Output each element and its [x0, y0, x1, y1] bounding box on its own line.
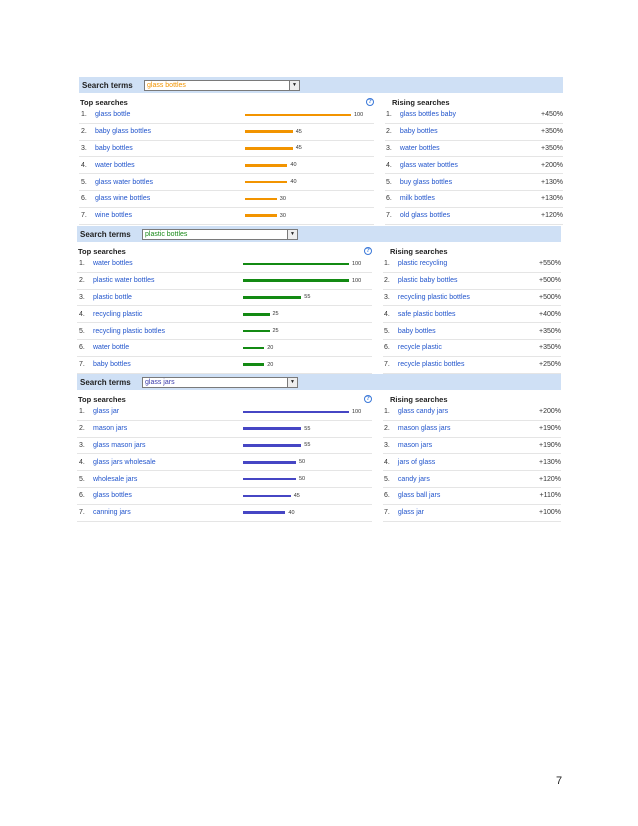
- top-search-link[interactable]: baby bottles: [93, 361, 131, 369]
- top-search-item: [77, 357, 372, 374]
- rising-search-item: [385, 191, 563, 208]
- top-search-item: [77, 340, 372, 357]
- table-row: [77, 340, 561, 357]
- page-number: 7: [556, 775, 563, 787]
- search-term-value: glass bottles: [147, 81, 186, 89]
- bar-container: [245, 213, 365, 219]
- rank-number: 5.: [79, 327, 85, 335]
- rising-search-link[interactable]: milk bottles: [399, 195, 435, 203]
- bar-container: [243, 493, 363, 499]
- rising-search-item: [383, 306, 561, 323]
- bar-container: [245, 179, 365, 185]
- top-search-link[interactable]: wholesale jars: [93, 475, 138, 483]
- search-term-select[interactable]: [142, 229, 298, 240]
- rising-search-item: [383, 357, 561, 374]
- top-search-link[interactable]: mason jars: [93, 425, 128, 433]
- rising-search-link[interactable]: recycle plastic: [397, 344, 442, 352]
- rising-search-link[interactable]: water bottles: [399, 144, 440, 152]
- help-icon[interactable]: ?: [366, 98, 374, 106]
- rising-search-item: [383, 404, 561, 421]
- top-search-item: [77, 505, 372, 522]
- table-row: [77, 306, 561, 323]
- bar-container: [243, 409, 363, 415]
- rank-number: 5.: [384, 475, 390, 483]
- rising-percent: +350%: [539, 344, 561, 352]
- rising-percent: +130%: [539, 458, 561, 466]
- volume-value: 55: [304, 294, 311, 301]
- rank-number: 2.: [386, 128, 392, 136]
- search-term-select[interactable]: [144, 80, 300, 91]
- top-search-link[interactable]: plastic bottle: [93, 293, 132, 301]
- table-row: [77, 357, 561, 374]
- volume-bar: [243, 363, 264, 366]
- rising-percent: +500%: [539, 293, 561, 301]
- chevron-down-icon[interactable]: ▼: [287, 230, 297, 239]
- top-search-item: [79, 141, 374, 158]
- search-terms-label: Search terms: [80, 229, 131, 239]
- table-row: [77, 290, 561, 307]
- rising-search-link[interactable]: recycle plastic bottles: [397, 361, 465, 369]
- rising-search-link[interactable]: mason jars: [397, 441, 433, 449]
- top-search-link[interactable]: glass wine bottles: [95, 195, 151, 203]
- top-search-link[interactable]: recycling plastic: [93, 310, 143, 318]
- rank-number: 5.: [386, 178, 392, 186]
- rising-percent: +130%: [541, 178, 563, 186]
- table-row: [77, 505, 561, 522]
- rising-search-item: [383, 290, 561, 307]
- rising-search-link[interactable]: glass bottles baby: [399, 111, 456, 119]
- rising-search-item: [383, 471, 561, 488]
- table-row: [77, 438, 561, 455]
- rising-search-item: [383, 454, 561, 471]
- volume-value: 40: [290, 162, 297, 169]
- top-searches-heading: Top searches: [78, 395, 126, 404]
- volume-value: 30: [279, 195, 286, 202]
- rising-searches-heading: Rising searches: [390, 247, 448, 256]
- rank-number: 6.: [384, 492, 390, 500]
- top-search-link[interactable]: water bottle: [93, 344, 130, 352]
- rising-percent: +200%: [541, 161, 563, 169]
- volume-bar: [243, 495, 291, 498]
- bar-container: [243, 345, 363, 351]
- rising-search-item: [383, 488, 561, 505]
- rank-number: 1.: [79, 408, 85, 416]
- bar-container: [243, 328, 363, 334]
- volume-bar: [243, 313, 270, 316]
- rank-number: 4.: [81, 161, 87, 169]
- volume-value: 55: [304, 442, 311, 449]
- rising-percent: +350%: [541, 128, 563, 136]
- top-search-link[interactable]: glass jar: [93, 408, 120, 416]
- top-search-link[interactable]: water bottles: [95, 161, 135, 169]
- top-search-link[interactable]: canning jars: [93, 509, 131, 517]
- rank-number: 2.: [79, 425, 85, 433]
- top-search-link[interactable]: glass bottles: [93, 492, 132, 500]
- rank-number: 6.: [384, 344, 390, 352]
- top-search-item: [79, 157, 374, 174]
- rising-search-item: [385, 107, 563, 124]
- top-search-item: [79, 174, 374, 191]
- rising-search-link[interactable]: candy jars: [397, 475, 430, 483]
- search-terms-header: [79, 77, 563, 93]
- table-row: [77, 421, 561, 438]
- top-search-item: [77, 273, 372, 290]
- volume-bar: [245, 198, 277, 201]
- bar-container: [243, 362, 363, 368]
- top-searches-heading: Top searches: [78, 247, 126, 256]
- volume-value: 100: [352, 260, 362, 267]
- rank-number: 6.: [79, 344, 85, 352]
- table-row: [79, 157, 563, 174]
- bar-container: [245, 112, 365, 118]
- bar-container: [245, 162, 365, 168]
- rising-percent: +350%: [539, 327, 561, 335]
- rank-number: 7.: [384, 361, 390, 369]
- rank-number: 5.: [79, 475, 85, 483]
- rank-number: 3.: [384, 293, 390, 301]
- rising-percent: +550%: [539, 260, 561, 268]
- top-search-item: [79, 208, 374, 225]
- top-search-item: [77, 404, 372, 421]
- table-row: [79, 208, 563, 225]
- volume-bar: [245, 147, 293, 150]
- top-search-link[interactable]: recycling plastic bottles: [93, 327, 165, 335]
- volume-value: 30: [279, 212, 286, 219]
- rising-percent: +100%: [539, 509, 561, 517]
- rank-number: 2.: [384, 277, 390, 285]
- top-search-link[interactable]: glass water bottles: [95, 178, 153, 186]
- rising-search-item: [385, 141, 563, 158]
- bar-container: [245, 145, 365, 151]
- rank-number: 2.: [81, 128, 87, 136]
- rank-number: 6.: [79, 492, 85, 500]
- volume-bar: [243, 478, 296, 481]
- rising-percent: +450%: [541, 111, 563, 119]
- section-headings: [77, 242, 561, 256]
- rank-number: 1.: [81, 111, 87, 119]
- volume-value: 20: [267, 344, 274, 351]
- rank-number: 2.: [384, 425, 390, 433]
- rising-search-link[interactable]: glass ball jars: [397, 492, 441, 500]
- top-search-link[interactable]: glass bottle: [95, 111, 131, 119]
- rank-number: 4.: [384, 458, 390, 466]
- table-row: [79, 191, 563, 208]
- rising-percent: +110%: [539, 492, 561, 500]
- rising-percent: +400%: [539, 310, 561, 318]
- volume-value: 40: [288, 509, 295, 516]
- rising-search-link[interactable]: old glass bottles: [399, 212, 451, 220]
- rank-number: 3.: [386, 144, 392, 152]
- rank-number: 4.: [79, 310, 85, 318]
- volume-value: 100: [354, 111, 364, 118]
- top-search-link[interactable]: plastic water bottles: [93, 277, 155, 285]
- top-searches-heading: Top searches: [80, 98, 128, 107]
- rising-search-link[interactable]: jars of glass: [397, 458, 436, 466]
- volume-bar: [243, 511, 285, 514]
- table-row: [77, 488, 561, 505]
- volume-value: 45: [295, 145, 302, 152]
- rising-searches-heading: Rising searches: [392, 98, 450, 107]
- rising-search-item: [383, 340, 561, 357]
- volume-bar: [243, 279, 349, 282]
- table-row: [77, 404, 561, 421]
- rising-search-link[interactable]: mason glass jars: [397, 425, 451, 433]
- volume-value: 25: [272, 328, 279, 335]
- rising-search-item: [385, 157, 563, 174]
- table-row: [79, 141, 563, 158]
- volume-value: 40: [290, 179, 297, 186]
- rising-percent: +500%: [539, 277, 561, 285]
- top-search-item: [77, 454, 372, 471]
- table-row: [79, 174, 563, 191]
- bar-container: [243, 261, 363, 267]
- table-row: [77, 323, 561, 340]
- rising-search-item: [383, 273, 561, 290]
- top-search-link[interactable]: glass jars wholesale: [93, 458, 156, 466]
- bar-container: [245, 129, 365, 135]
- rising-search-item: [383, 421, 561, 438]
- table-row: [77, 256, 561, 273]
- top-search-link[interactable]: baby glass bottles: [95, 128, 152, 136]
- rising-search-item: [385, 208, 563, 225]
- rising-percent: +130%: [541, 195, 563, 203]
- bar-container: [243, 426, 363, 432]
- top-search-item: [79, 124, 374, 141]
- bar-container: [243, 459, 363, 465]
- rising-percent: +120%: [541, 212, 563, 220]
- rising-percent: +190%: [539, 441, 561, 449]
- volume-value: 25: [272, 311, 279, 318]
- search-terms-label: Search terms: [82, 80, 133, 90]
- rising-search-link[interactable]: glass candy jars: [397, 408, 449, 416]
- volume-bar: [245, 214, 277, 217]
- bar-container: [243, 294, 363, 300]
- top-search-item: [77, 256, 372, 273]
- volume-value: 50: [299, 459, 306, 466]
- rank-number: 2.: [79, 277, 85, 285]
- volume-bar: [243, 330, 270, 333]
- volume-value: 45: [293, 492, 300, 499]
- rising-search-item: [383, 256, 561, 273]
- volume-value: 55: [304, 425, 311, 432]
- rising-search-item: [383, 505, 561, 522]
- top-search-item: [77, 421, 372, 438]
- rank-number: 3.: [79, 441, 85, 449]
- search-terms-label: Search terms: [80, 377, 131, 387]
- rank-number: 6.: [81, 195, 87, 203]
- rising-search-link[interactable]: glass water bottles: [399, 161, 458, 169]
- top-search-item: [77, 306, 372, 323]
- top-search-item: [79, 191, 374, 208]
- rising-percent: +200%: [539, 408, 561, 416]
- section-headings: [79, 93, 563, 107]
- rising-search-link[interactable]: baby bottles: [399, 128, 438, 136]
- volume-bar: [243, 296, 301, 299]
- rank-number: 6.: [386, 195, 392, 203]
- volume-value: 100: [352, 277, 362, 284]
- chevron-down-icon[interactable]: ▼: [287, 378, 297, 387]
- rising-search-item: [383, 438, 561, 455]
- rank-number: 1.: [384, 408, 390, 416]
- volume-value: 50: [299, 476, 306, 483]
- top-search-item: [77, 290, 372, 307]
- rank-number: 3.: [79, 293, 85, 301]
- rank-number: 3.: [384, 441, 390, 449]
- volume-bar: [243, 461, 296, 464]
- panel-plastic-bottles: [77, 226, 561, 374]
- search-term-value: glass jars: [145, 378, 175, 386]
- volume-bar: [243, 444, 301, 447]
- rising-search-item: [385, 124, 563, 141]
- rising-search-item: [385, 174, 563, 191]
- volume-bar: [245, 130, 293, 133]
- top-search-item: [79, 107, 374, 124]
- rank-number: 5.: [81, 178, 87, 186]
- top-search-item: [77, 471, 372, 488]
- volume-value: 100: [352, 408, 362, 415]
- rank-number: 4.: [386, 161, 392, 169]
- rank-number: 7.: [79, 361, 85, 369]
- help-icon[interactable]: ?: [364, 247, 372, 255]
- rising-search-link[interactable]: glass jar: [397, 509, 424, 517]
- rank-number: 7.: [81, 212, 87, 220]
- rising-search-link[interactable]: baby bottles: [397, 327, 436, 335]
- volume-bar: [243, 427, 301, 430]
- bar-container: [243, 510, 363, 516]
- rising-percent: +250%: [539, 361, 561, 369]
- volume-bar: [245, 164, 287, 167]
- table-row: [77, 273, 561, 290]
- top-search-item: [77, 488, 372, 505]
- volume-bar: [245, 181, 287, 184]
- rank-number: 1.: [384, 260, 390, 268]
- rising-search-link[interactable]: recycling plastic bottles: [397, 293, 470, 301]
- rank-number: 4.: [79, 458, 85, 466]
- table-row: [79, 124, 563, 141]
- rank-number: 1.: [79, 260, 85, 268]
- rising-search-item: [383, 323, 561, 340]
- search-term-select[interactable]: [142, 377, 298, 388]
- bar-container: [243, 311, 363, 317]
- table-row: [79, 107, 563, 124]
- search-term-value: plastic bottles: [145, 230, 188, 238]
- rank-number: 1.: [386, 111, 392, 119]
- panel-glass-bottles: [79, 77, 563, 225]
- bar-container: [243, 476, 363, 482]
- volume-bar: [243, 347, 264, 350]
- rising-search-link[interactable]: plastic recycling: [397, 260, 448, 268]
- search-terms-header: [77, 226, 561, 242]
- chevron-down-icon[interactable]: ▼: [289, 81, 299, 90]
- bar-container: [245, 196, 365, 202]
- rising-percent: +120%: [539, 475, 561, 483]
- rising-search-link[interactable]: buy glass bottles: [399, 178, 453, 186]
- volume-bar: [243, 411, 349, 414]
- panel-glass-jars: [77, 374, 561, 522]
- table-row: [77, 454, 561, 471]
- top-search-link[interactable]: wine bottles: [95, 212, 132, 220]
- volume-value: 20: [267, 361, 274, 368]
- top-search-item: [77, 438, 372, 455]
- rank-number: 7.: [386, 212, 392, 220]
- rising-search-link[interactable]: safe plastic bottles: [397, 310, 456, 318]
- top-search-link[interactable]: baby bottles: [95, 144, 133, 152]
- volume-value: 45: [295, 128, 302, 135]
- rising-percent: +190%: [539, 425, 561, 433]
- volume-bar: [243, 263, 349, 266]
- rank-number: 5.: [384, 327, 390, 335]
- help-icon[interactable]: ?: [364, 395, 372, 403]
- rank-number: 7.: [384, 509, 390, 517]
- volume-bar: [245, 114, 351, 117]
- search-terms-header: [77, 374, 561, 390]
- bar-container: [243, 442, 363, 448]
- rising-search-link[interactable]: plastic baby bottles: [397, 277, 458, 285]
- rank-number: 3.: [81, 144, 87, 152]
- top-search-item: [77, 323, 372, 340]
- rising-searches-heading: Rising searches: [390, 395, 448, 404]
- rank-number: 4.: [384, 310, 390, 318]
- section-headings: [77, 390, 561, 404]
- top-search-link[interactable]: water bottles: [93, 260, 133, 268]
- rank-number: 7.: [79, 509, 85, 517]
- bar-container: [243, 278, 363, 284]
- table-row: [77, 471, 561, 488]
- top-search-link[interactable]: glass mason jars: [93, 441, 146, 449]
- rising-percent: +350%: [541, 144, 563, 152]
